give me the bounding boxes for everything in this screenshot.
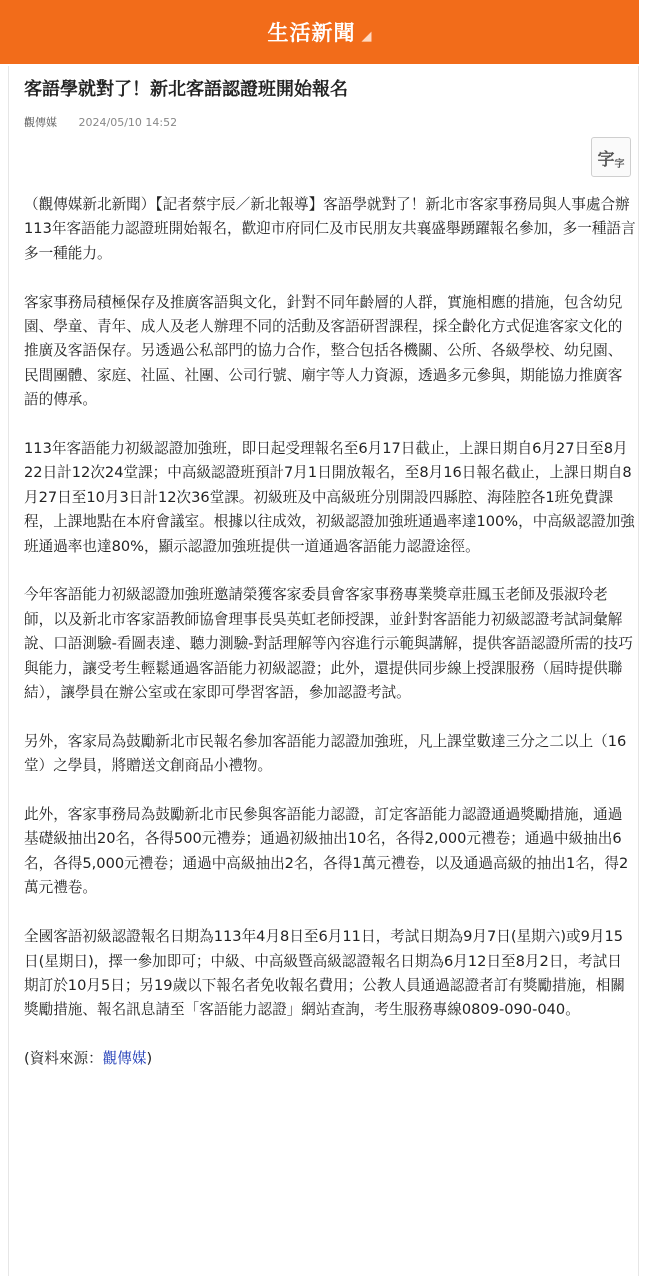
article-date: 2024/05/10 14:52 bbox=[78, 116, 178, 129]
article-paragraph: 客家事務局積極保存及推廣客語與文化，針對不同年齡層的人群，實施相應的措施，包含幼兒園、學童、青年、成人及老人辦理不同的活動及客語研習課程，採全齡化方式促進客家文化的推廣及客語保存。另透過公私部門的協力合作，整合包括各機關、公所、各級學校、幼兒園、民間團體、家庭、社區、社團、公司行號、廟宇等人力資源，透過多元參與，期能協力推廣客語的傳承。 bbox=[24, 293, 623, 409]
source-credit-suffix: ) bbox=[146, 1050, 153, 1068]
source-credit-prefix: (資料來源： bbox=[24, 1050, 103, 1068]
font-size-button[interactable] bbox=[591, 137, 631, 177]
article-source: 觀傳媒 bbox=[24, 116, 57, 129]
section-header bbox=[0, 0, 639, 64]
article-paragraph: 113年客語能力初級認證加強班，即日起受理報名至6月17日截止，上課日期自6月27日至8月22日計12次24堂課；中高級認證班預計7月1日開放報名，至8月16日報名截止，上課日期自8月27日至10月3日計12次36堂課。初級班及中高級班分別開設四縣腔、海陸腔各1班免費課程，上課地點在本府會議室。根據以往成效，初級認證加強班通過率達100%，中高級認證加強班通過率也達80%，顯示認證加強班提供一道通過客語能力認證途徑。 bbox=[24, 440, 635, 555]
article-paragraph: 全國客語初級認證報名日期為113年4月8日至6月11日，考試日期為9月7日(星期六)或9月15日(星期日)，擇一參加即可；中級、中高級暨高級認證報名日期為6月12日至8月2日，考試日期訂於10月5日；另19歲以下報名者免收報名費用；公教人員通過認證者訂有獎勵措施，相關獎勵措施、報名訊息請至「客語能力認證」網站查詢，考生服務專線0809-090-040。 bbox=[24, 928, 625, 1019]
article-meta bbox=[24, 114, 177, 130]
dropdown-caret-icon[interactable]: ◢ bbox=[361, 28, 372, 44]
article-paragraph: 今年客語能力初級認證加強班邀請榮獲客家委員會客家事務專業獎章莊鳳玉老師及張淑玲老師，以及新北市客家語教師協會理事長吳英虹老師授課，並針對客語能力初級認證考試詞彙解說、口語測驗-看圖表達、聽力測驗-對話理解等內容進行示範與講解，提供客語認證所需的技巧與能力，讓受考生輕鬆通過客語能力初級認證；此外，還提供同步線上授課服務（屆時提供聯結），讓學員在辦公室或在家即可學習客語，參加認證考試。 bbox=[24, 586, 633, 702]
article-paragraph: 另外，客家局為鼓勵新北市民報名參加客語能力認證加強班，凡上課堂數達三分之二以上（16堂）之學員，將贈送文創商品小禮物。 bbox=[24, 732, 627, 775]
source-link[interactable]: 觀傳媒 bbox=[102, 1050, 147, 1068]
font-size-icon-large: 字 bbox=[597, 149, 615, 170]
article-title: 客語學就對了！新北客語認證班開始報名 bbox=[24, 79, 348, 100]
article-body bbox=[24, 193, 636, 1072]
source-credit bbox=[24, 1047, 636, 1071]
article-paragraph: 此外，客家事務局為鼓勵新北市民參與客語能力認證，訂定客語能力認證通過獎勵措施，通過基礎級抽出20名，各得500元禮券；通過初級抽出10名，各得2,000元禮卷；通過中級抽出6名，各得5,000元禮卷；通過中高級抽出2名，各得1萬元禮卷，以及通過高級的抽出1名，得2萬元禮卷。 bbox=[24, 806, 629, 897]
font-size-icon-small: 字 bbox=[614, 158, 625, 170]
article-paragraph: （觀傳媒新北新聞）【記者蔡宇辰／新北報導】客語學就對了！新北市客家事務局與人事處合辦113年客語能力認證班開始報名，歡迎市府同仁及市民朋友共襄盛舉踴躍報名參加，多一種語言多一種能力。 bbox=[24, 196, 636, 262]
section-title[interactable]: 生活新聞 bbox=[267, 21, 356, 45]
